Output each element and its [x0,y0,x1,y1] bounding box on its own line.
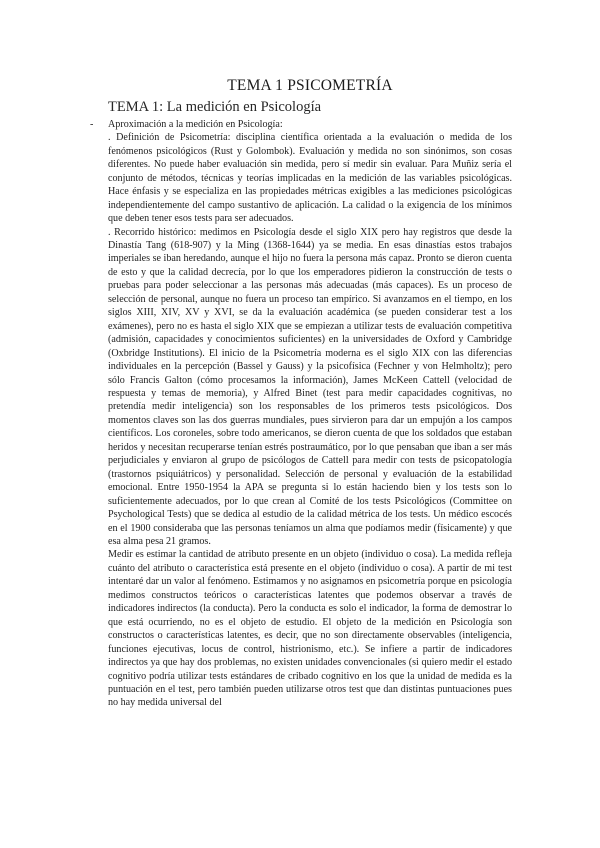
paragraph-measurement: Medir es estimar la cantidad de atributo presente en un objeto (individuo o cosa). La medida refleja cuánto del atributo o característica está presente en el objeto (individuo o cosa). A partir de mi test intentaré dar un valor al fenómeno. Estimamos y no asignamos en psicometría porque en psicología medimos constructos teóricos o características latentes que podemos observar a través de indicadores indirectos (la conducta). Pero la conducta es solo el indicador, la forma de demostrar lo que está ocurriendo, no es el objeto de estudio. El objeto de la medición en Psicología son constructos o características latentes, es decir, que no son directamente observables (inteligencia, funciones ejecutivas, locus de control, histrionismo, etc.). Se infiere a partir de indicadores indirectos ya que hay dos problemas, no existen unidades convencionales (si quiero medir el estado cognitivo podría utilizar tests estándares de cribado cognitivo en los que la unidad de medida es la puntuación en el test, pero también pueden utilizarse otros test que dan distintas puntuaciones pues no hay medida universal del [108,549,512,709]
paragraph-definition: . Definición de Psicometría: disciplina científica orientada a la evaluación o medida de los fenómenos psicológicos (Rust y Golombok). Evaluación y medida no son sinónimos, son cosas diferentes. No puede haber evaluación sin medida, pero sí medir sin evaluar. Para Muñiz sería el conjunto de métodos, técnicas y teorías implicadas en la medición de las variables psicológicas. Hace énfasis y se especializa en las propiedades métricas exigibles a las mediciones psicológicas independientemente del campo sustantivo de aplicación. La calidad o la exigencia de los mínimos que deben tener esos tests para ser adecuados. [108,132,512,225]
paragraph-history: . Recorrido histórico: medimos en Psicología desde el siglo XIX pero hay registros que desde la Dinastía Tang (618-907) y la Ming (1368-1644) ya se media. En esas dinastías estos trabajos imperiales se iban heredando, aunque el hijo no fuera la persona más capaz. Pronto se dieron cuenta de esto y que la calidad decrecía, por lo que los emperadores pidieron la construcción de tests o pruebas para poder seleccionar a las personas más adecuadas (más capaces). Es un proceso de selección de personal, aunque no fuera un proceso tan empírico. Si avanzamos en el tiempo, en los siglos XIII, XIV, XV y XVI, se da la evaluación académica (se pueden considerar test a los exámenes), pero no es hasta el siglo XIX que se empiezan a utilizar tests de evaluación competitiva (admisión, capacidades y conocimientos suficientes) en la universidades de Oxford y Cambridge (Oxbridge Institutions). El inicio de la Psicometría moderna es el siglo XIX con las diferencias individuales en la percepción (Bassel y Gauss) y la psicofísica (Fechner y von Helmholtz); pero sólo Francis Galton (cómo procesamos la información), James McKeen Cattell (velocidad de respuesta y temas de memoria), y Alfred Binet (test para medir capacidades cognitivas, no pretendía medir inteligencia) son los responsables de los primeros tests psicológicos. Dos momentos claves son las dos guerras mundiales, pues sirvieron para dar un empujón a los campos científicos. Los coroneles, sobre todo americanos, se dieron cuenta de que los soldados que estaban heridos y necesitan recuperarse tenían estrés postraumático, por lo que pensaban que iban a ser más perjudiciales y enviaron al grupo de psicólogos de Cattell para medir con tests de psicopatología (trastornos psiquiátricos) y personalidad. Selección de personal y evaluación de la estabilidad emocional. Entre 1950-1954 la APA se pregunta si lo están haciendo bien y los tests son lo suficientemente adecuados, por lo que crean al Comité de los tests Psicológicos (Committee on Psychological Tests) que se dedica al estudio de la calidad métrica de los tests. Un médico escocés en el 1900 consideraba que las personas teníamos un alma que podíamos medir (físicamente) y que esa alma pesa 21 gramos. [108,226,512,547]
document-title: TEMA 1 PSICOMETRÍA [227,77,393,94]
section-heading: TEMA 1: La medición en Psicología [108,99,322,115]
bullet-marker: - [90,119,94,130]
bullet-text: Aproximación a la medición en Psicología: [108,119,283,130]
bullet-item [90,118,512,131]
